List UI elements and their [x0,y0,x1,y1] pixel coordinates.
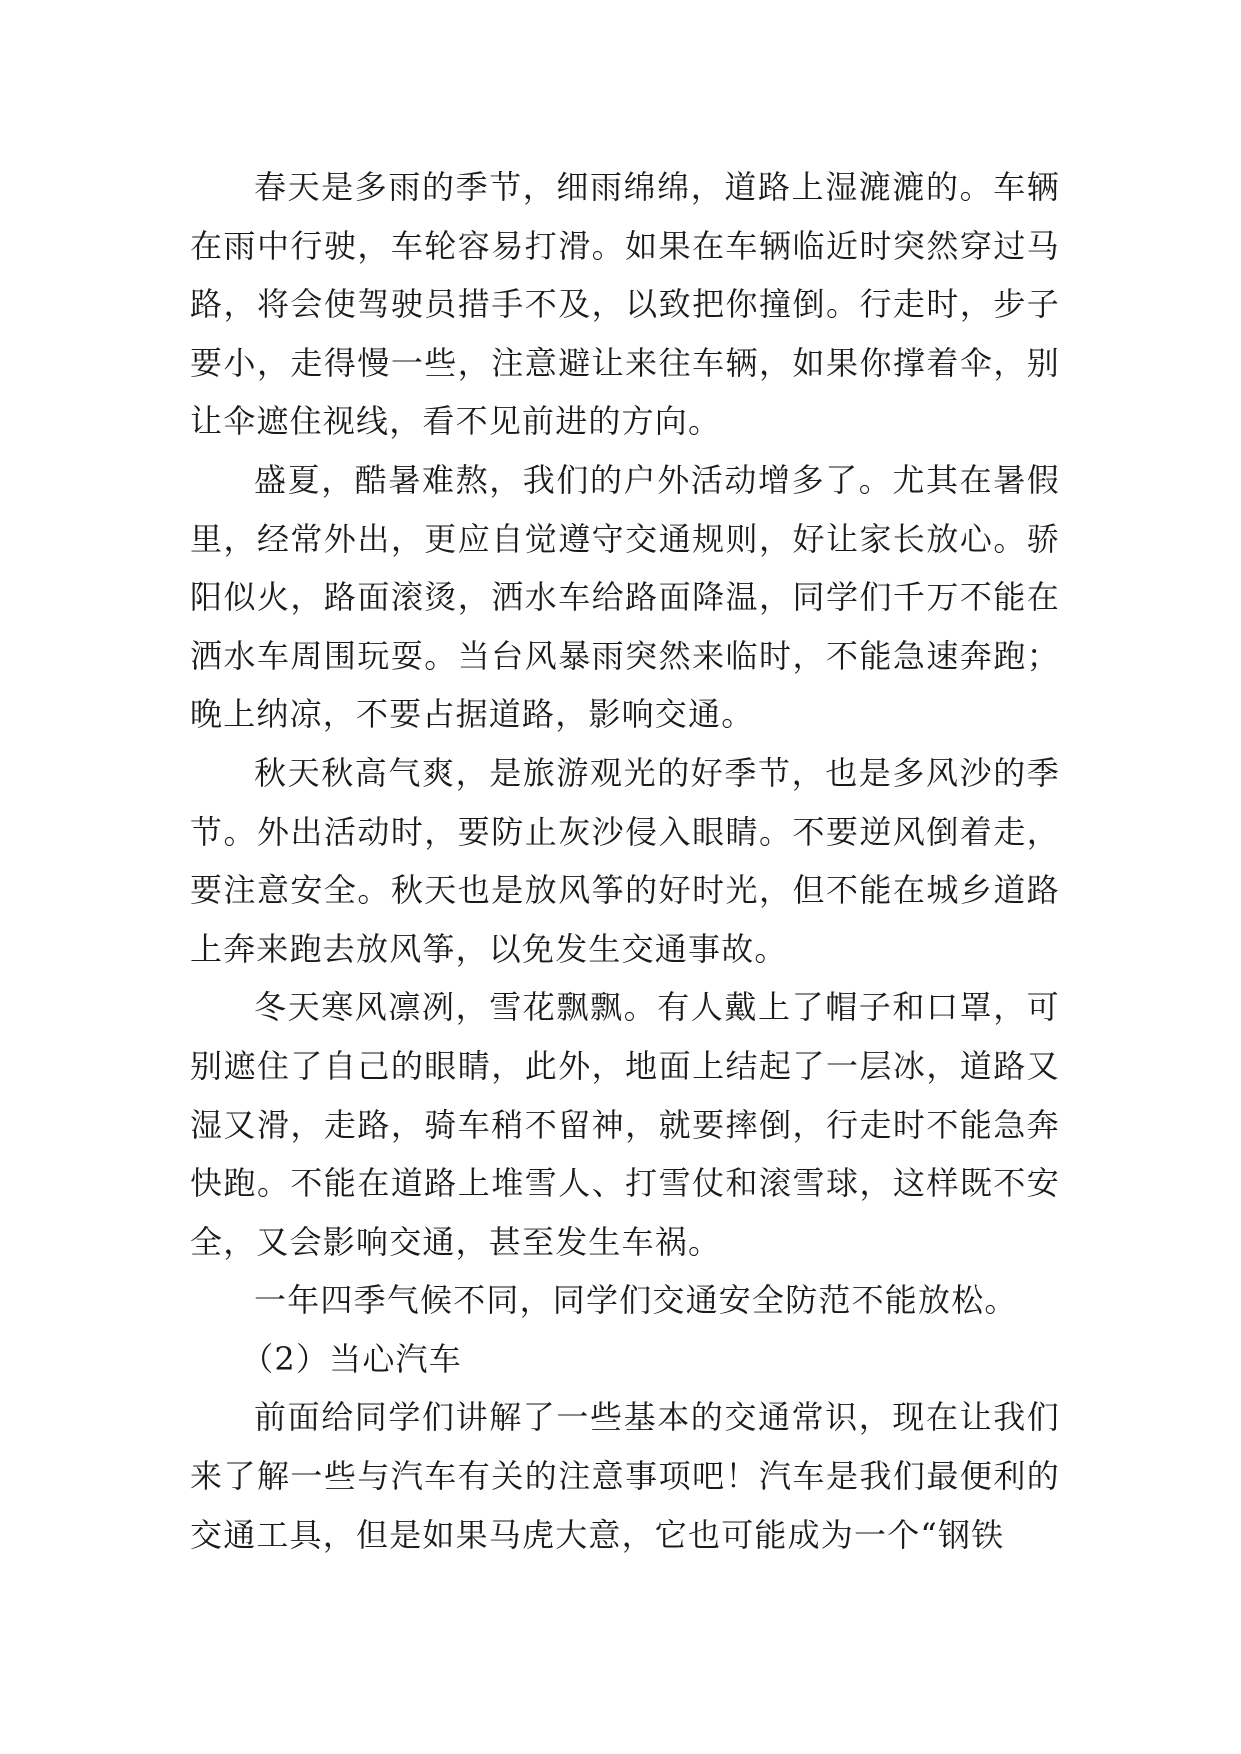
paragraph-car-intro: 前面给同学们讲解了一些基本的交通常识，现在让我们来了解一些与汽车有关的注意事项吧！汽车是我们最便利的交通工具，但是如果马虎大意，它也可能成为一个“钢铁 [190,1398,1060,1554]
document-body [190,158,1060,1564]
paragraph-summer: 盛夏，酷暑难熬，我们的户外活动增多了。尤其在暑假里，经常外出，更应自觉遵守交通规则，好让家长放心。骄阳似火，路面滚烫，洒水车给路面降温，同学们千万不能在洒水车周围玩耍。当台风暴雨突然来临时，不能急速奔跑；晚上纳凉，不要占据道路，影响交通。 [190,460,1060,734]
paragraph-winter: 冬天寒风凛冽，雪花飘飘。有人戴上了帽子和口罩，可别遮住了自己的眼睛，此外，地面上结起了一层冰，道路又湿又滑，走路，骑车稍不留神，就要摔倒，行走时不能急奔快跑。不能在道路上堆雪人、打雪仗和滚雪球，这样既不安全，又会影响交通，甚至发生车祸。 [190,988,1060,1261]
paragraph-autumn: 秋天秋高气爽，是旅游观光的好季节，也是多风沙的季节。外出活动时，要防止灰沙侵入眼睛。不要逆风倒着走，要注意安全。秋天也是放风筝的好时光，但不能在城乡道路上奔来跑去放风筝，以免发生交通事故。 [190,753,1060,968]
paragraph-spring: 春天是多雨的季节，细雨绵绵，道路上湿漉漉的。车辆在雨中行驶，车轮容易打滑。如果在车辆临近时突然穿过马路，将会使驾驶员措手不及，以致把你撞倒。行走时，步子要小，走得慢一些，注意避让来往车辆，如果你撑着伞，别让伞遮住视线，看不见前进的方向。 [190,168,1060,441]
section-heading: （2）当心汽车 [241,1339,462,1378]
paragraph-summary: 一年四季气候不同，同学们交通安全防范不能放松。 [254,1281,1018,1320]
